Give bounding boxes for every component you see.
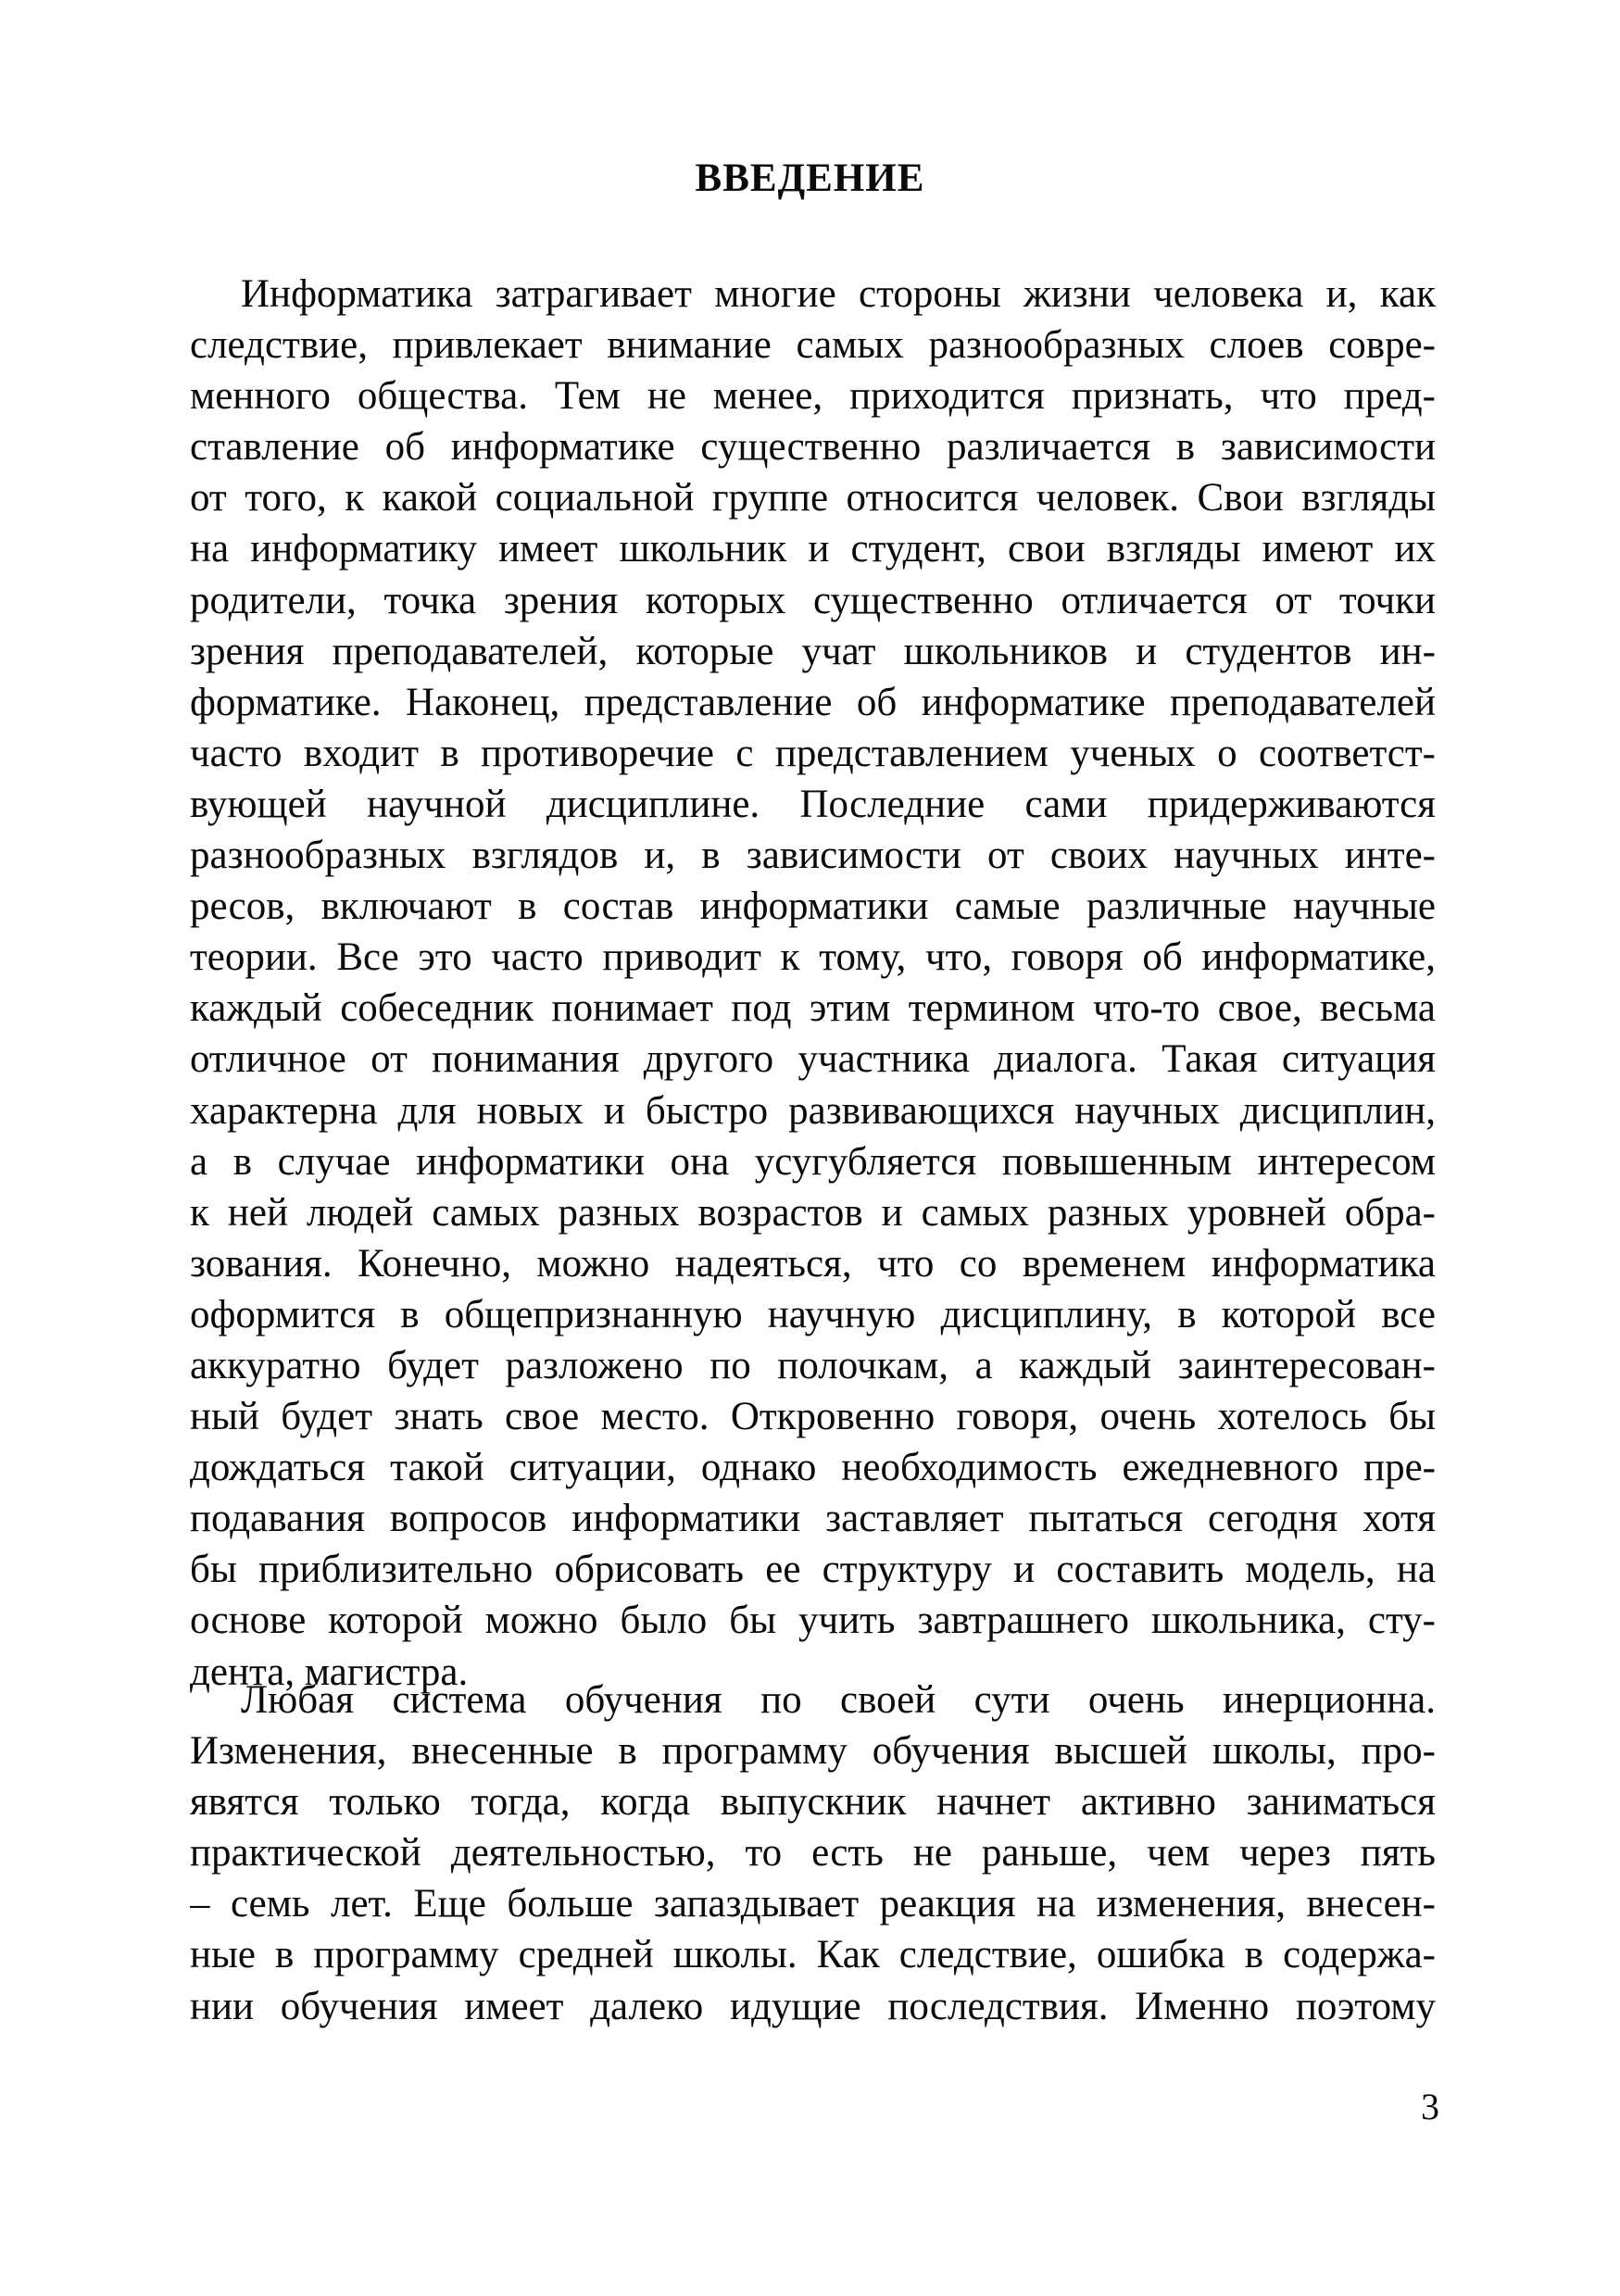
paragraph-2 bbox=[190, 1675, 1436, 2032]
text-line: вующей научной дисциплине. Последние сами придерживаются bbox=[190, 782, 1436, 826]
text-line: оформится в общепризнанную научную дисциплину, в которой все bbox=[190, 1292, 1436, 1336]
text-line: каждый собеседник понимает под этим термином что-то свое, весьма bbox=[190, 986, 1436, 1031]
page-heading: ВВЕДЕНИЕ bbox=[695, 157, 925, 200]
text-line: дента, магистра. bbox=[190, 1650, 469, 1694]
text-line: бы приблизительно обрисовать ее структуру и составить модель, на bbox=[190, 1548, 1436, 1592]
text-line: Любая система обучения по своей сути очень инерционна. bbox=[241, 1678, 1436, 1722]
text-line: практической деятельностью, то есть не раньше, чем через пять bbox=[190, 1831, 1436, 1876]
text-line: ресов, включают в состав информатики самые различные научные bbox=[190, 885, 1436, 929]
text-line: Информатика затрагивает многие стороны жизни человека и, как bbox=[241, 272, 1436, 316]
text-line: менного общества. Тем не менее, приходится признать, что пред- bbox=[190, 374, 1436, 419]
text-line: теории. Все это часто приводит к тому, что, говоря об информатике, bbox=[190, 935, 1436, 980]
text-line: аккуратно будет разложено по полочкам, а каждый заинтересован- bbox=[190, 1343, 1436, 1387]
text-line: часто входит в противоречие с представлением ученых о соответст- bbox=[190, 731, 1436, 775]
text-line: зования. Конечно, можно надеяться, что со временем информатика bbox=[190, 1241, 1436, 1286]
text-line: явятся только тогда, когда выпускник начнет активно заниматься bbox=[190, 1780, 1436, 1825]
text-line: а в случае информатики она усугубляется повышенным интересом bbox=[190, 1139, 1436, 1184]
page-number: 3 bbox=[1421, 2086, 1439, 2127]
text-line: следствие, привлекает внимание самых разнообразных слоев совре- bbox=[190, 323, 1436, 368]
text-line: форматике. Наконец, представление об информатике преподавателей bbox=[190, 680, 1436, 724]
text-line: подавания вопросов информатики заставляет пытаться сегодня хотя bbox=[190, 1497, 1436, 1541]
text-line: ные в программу средней школы. Как следствие, ошибка в содержа- bbox=[190, 1933, 1436, 1977]
text-line: ставление об информатике существенно различается в зависимости bbox=[190, 425, 1436, 470]
text-line: разнообразных взглядов и, в зависимости от своих научных инте- bbox=[190, 834, 1436, 878]
text-line: зрения преподавателей, которые учат школьников и студентов ин- bbox=[190, 629, 1436, 673]
text-line: отличное от понимания другого участника диалога. Такая ситуация bbox=[190, 1037, 1436, 1082]
text-line: основе которой можно было бы учить завтрашнего школьника, сту- bbox=[190, 1599, 1436, 1643]
text-line: ный будет знать свое место. Откровенно говоря, очень хотелось бы bbox=[190, 1395, 1436, 1439]
text-line: характерна для новых и быстро развивающихся научных дисциплин, bbox=[190, 1088, 1436, 1133]
paragraph-1 bbox=[190, 269, 1436, 1698]
text-line: – семь лет. Еще больше запаздывает реакция на изменения, внесен- bbox=[190, 1882, 1436, 1926]
text-line: нии обучения имеет далеко идущие последствия. Именно поэтому bbox=[190, 1984, 1436, 2028]
text-line: к ней людей самых разных возрастов и самых разных уровней обра- bbox=[190, 1190, 1436, 1235]
text-line: родители, точка зрения которых существенно отличается от точки bbox=[190, 578, 1436, 622]
text-line: дождаться такой ситуации, однако необходимость ежедневного пре- bbox=[190, 1446, 1436, 1490]
text-line: от того, к какой социальной группе относится человек. Свои взгляды bbox=[190, 476, 1436, 521]
text-line: Изменения, внесенные в программу обучения высшей школы, про- bbox=[190, 1729, 1436, 1774]
text-line: на информатику имеет школьник и студент, свои взгляды имеют их bbox=[190, 527, 1436, 571]
